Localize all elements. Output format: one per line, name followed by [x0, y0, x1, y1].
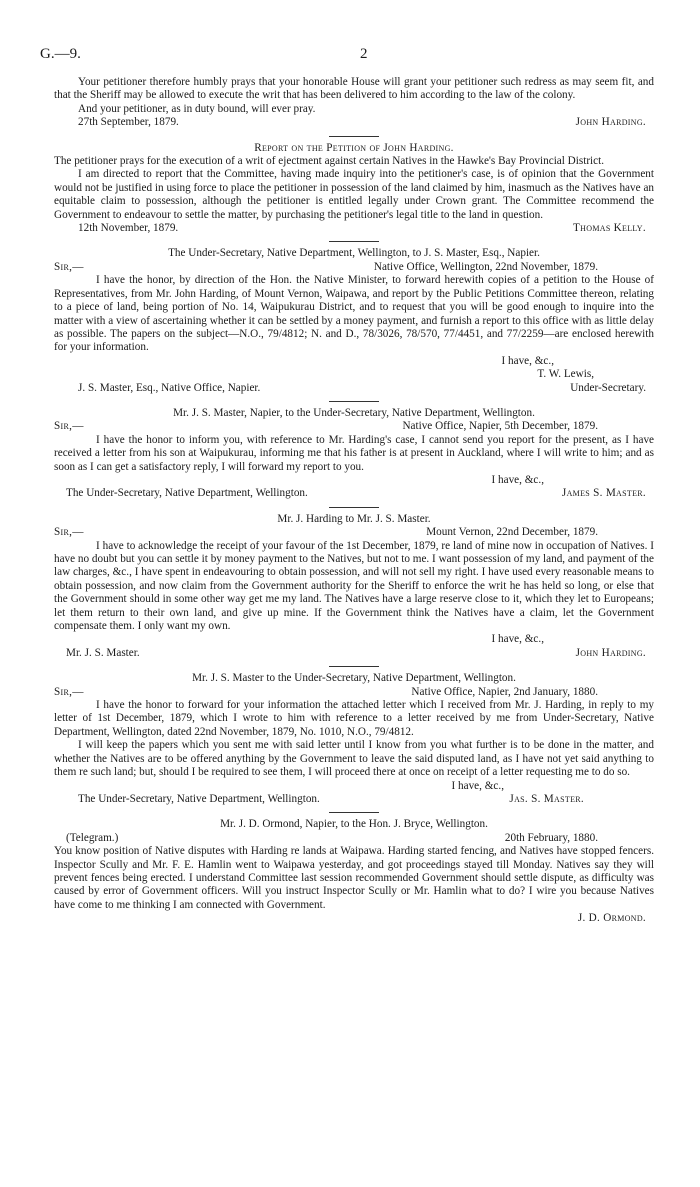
- letter-signatory-title: Under-Secretary.: [570, 381, 646, 394]
- petition-signature: John Harding.: [575, 116, 646, 129]
- letter-closing: I have, &c.,: [491, 473, 544, 486]
- report-date: 12th November, 1879.: [78, 222, 179, 235]
- section-divider: [329, 812, 379, 813]
- report-date-signature: [54, 222, 654, 235]
- letter-addressee: The Under-Secretary, Native Department, Wellington.: [78, 792, 320, 805]
- letter-under-secretary-to-master: [54, 247, 654, 394]
- letter-closing: I have, &c.,: [491, 633, 544, 646]
- letter-salutation-row: [54, 420, 654, 433]
- report-paragraph-1: The petitioner prays for the execution of a writ of ejectment against certain Natives in the Hawke's Bay Provincial District.: [54, 155, 605, 168]
- letter-address: Native Office, Napier, 5th December, 1879.: [402, 420, 598, 433]
- report-paragraph-2: I am directed to report that the Committee, having made inquiry into the petitioner's case, is of opinion that the Government would not be justified in using force to place the petitioner in possession of the land claimed by him, inasmuch as the Natives have an equitable claim to possession, although the petitioner is entitled legally under Crown grant. The Committee recommend the Government to endeavour to settle the matter, by purchasing the petitioner's legal title to the land in question.: [54, 168, 654, 221]
- letter-harding-to-master: [54, 513, 654, 660]
- letter-address: Native Office, Napier, 2nd January, 1880.: [411, 685, 598, 698]
- letter-salutation: Sir,—: [54, 685, 84, 698]
- petition-date-signature: [54, 116, 654, 129]
- letter-addressee-row: [54, 647, 654, 660]
- paper-reference: G.—9.: [40, 46, 81, 62]
- letter-body-paragraph-2: I will keep the papers which you sent me with said letter until I know from you what further is to be done in the matter, and whether the Natives are to be offered anything by the Government to leave the said disputed land, as I have not yet said anything to them re such land; but, should I be required to see them, I will proceed there at once on receipt of a letter requesting me to do so.: [54, 739, 654, 779]
- letter-heading: Mr. J. S. Master, Napier, to the Under-Secretary, Native Department, Wellington.: [173, 406, 535, 419]
- letter-body: I have the honor, by direction of the Hon. the Native Minister, to forward herewith copies of a petition to the House of Representatives, from Mr. John Harding, of Mount Vernon, Waipawa, and report by the Public Petitions Committee thereon, relating to a piece of land, being portion of No. 14, Waipukurau District, and to request that you will be good enough to inquire into the matter with a view of ascertaining whether it can be settled by a money payment, and furnish a report to this office with as little delay as possible. The papers on the subject—N.O., 79/4812; N. and D., 78/3026, 78/570, 77/4451, and 77/2259—are enclosed herewith for your information.: [54, 274, 654, 354]
- letter-master-to-under-secretary-1: [54, 407, 654, 501]
- section-divider: [329, 507, 379, 508]
- telegram-date: 20th February, 1880.: [504, 831, 598, 844]
- letter-address: Mount Vernon, 22nd December, 1879.: [426, 526, 598, 539]
- telegram-ormond-to-bryce: [54, 818, 654, 925]
- letter-heading: Mr. J. Harding to Mr. J. S. Master.: [277, 512, 431, 525]
- letter-closing: I have, &c.,: [501, 354, 554, 367]
- petition-prayer-paragraph: Your petitioner therefore humbly prays that your honorable House will grant your petitioner such redress as may seem fit, and that the Sheriff may be allowed to execute the writ that has been delivered to him according to the law of the colony.: [54, 76, 654, 102]
- letter-salutation: Sir,—: [54, 260, 84, 273]
- letter-heading: Mr. J. S. Master to the Under-Secretary, Native Department, Wellington.: [192, 672, 516, 685]
- petition-end: [54, 76, 654, 130]
- report-signature: Thomas Kelly.: [573, 222, 646, 235]
- letter-address: Native Office, Wellington, 22nd November, 1879.: [373, 260, 598, 273]
- letter-addressee: The Under-Secretary, Native Department, Wellington.: [66, 487, 308, 500]
- petition-date: 27th September, 1879.: [78, 116, 179, 129]
- letter-addressee: J. S. Master, Esq., Native Office, Napier.: [78, 381, 261, 394]
- telegram-label: (Telegram.): [66, 831, 119, 844]
- document-body: [54, 76, 654, 926]
- letter-body: I have the honor to inform you, with reference to Mr. Harding's case, I cannot send you report for the present, as I have received a letter from his son at Waipukurau, informing me that his father is at present in Auckland, where I will write to him; and as soon as I can get a satisfactory reply, I will forward my report to you.: [54, 433, 654, 473]
- letter-salutation-row: [54, 261, 654, 274]
- report-heading: Report on the Petition of John Harding.: [254, 141, 454, 154]
- petition-closing-line: And your petitioner, as in duty bound, will ever pray.: [78, 102, 316, 115]
- letter-body: I have to acknowledge the receipt of your favour of the 1st December, 1879, re land of mine now in occupation of Natives. I have no doubt but you can settle it by money payment to the Natives, but not to me. I want possession of my land, and payment of the law charges, &c., I have spent in endeavouring to obtain possession, and will not sell my right. I have used every reasonable means to obtain possession, and now claim from the Government authority for the Sheriff to enforce the writ he has held so long, or else that the Government should in some other way get me my land. The Natives have a large reserve close to it, which they let to Europeans; let them return to their own land, and give up mine. If the Government think the Natives have a claim, let the Government compensate them. I only want my own.: [54, 539, 654, 633]
- committee-report: [54, 142, 654, 236]
- letter-addressee-row: [54, 487, 654, 500]
- letter-signature: James S. Master.: [561, 487, 646, 500]
- section-divider: [329, 666, 379, 667]
- section-divider: [329, 136, 379, 137]
- telegram-heading: Mr. J. D. Ormond, Napier, to the Hon. J. Bryce, Wellington.: [220, 818, 488, 831]
- page-header: [40, 48, 660, 66]
- letter-closing: I have, &c.,: [451, 779, 504, 792]
- letter-body-paragraph-1: I have the honor to forward for your information the attached letter which I received from Mr. J. Harding, in reply to my letter of 1st December, 1879, which I wrote to him with reference to a letter received by me from Under-Secretary, Native Department, Wellington, dated 22nd November, 1879, No. 1010, N.O., 79/4812.: [54, 699, 654, 738]
- letter-heading: The Under-Secretary, Native Department, Wellington, to J. S. Master, Esq., Napier.: [168, 247, 540, 260]
- letter-master-to-under-secretary-2: [54, 672, 654, 806]
- letter-addressee-row: [54, 793, 654, 806]
- letter-salutation: Sir,—: [54, 526, 84, 539]
- letter-signature: Jas. S. Master.: [509, 792, 584, 805]
- section-divider: [329, 241, 379, 242]
- page-number: 2: [360, 46, 368, 62]
- letter-signature: John Harding.: [575, 646, 646, 659]
- letter-salutation: Sir,—: [54, 420, 84, 433]
- letter-salutation-row: [54, 686, 654, 699]
- telegram-label-row: [54, 832, 654, 845]
- letter-addressee: Mr. J. S. Master.: [66, 646, 140, 659]
- section-divider: [329, 401, 379, 402]
- letter-addressee-row: [54, 382, 654, 395]
- letter-salutation-row: [54, 526, 654, 539]
- letter-signature: T. W. Lewis,: [537, 368, 594, 381]
- telegram-body: You know position of Native disputes with Harding re lands at Waipawa. Harding started fencing, and Natives have stopped fencers. Inspector Scully and Mr. F. E. Hamlin went to Waipawa yesterday, and got proceedings stayed till Monday. Natives say they will prevent fences being erected. I understand Committee last session recommended Government should settle dispute, as difficulty was caused by error of Government officers. Will you instruct Inspector Scully or Mr. Hamlin what to do? I wire you because Natives have come to me thinking I am connected with Government.: [54, 845, 654, 911]
- telegram-signature: J. D. Ormond.: [577, 912, 646, 925]
